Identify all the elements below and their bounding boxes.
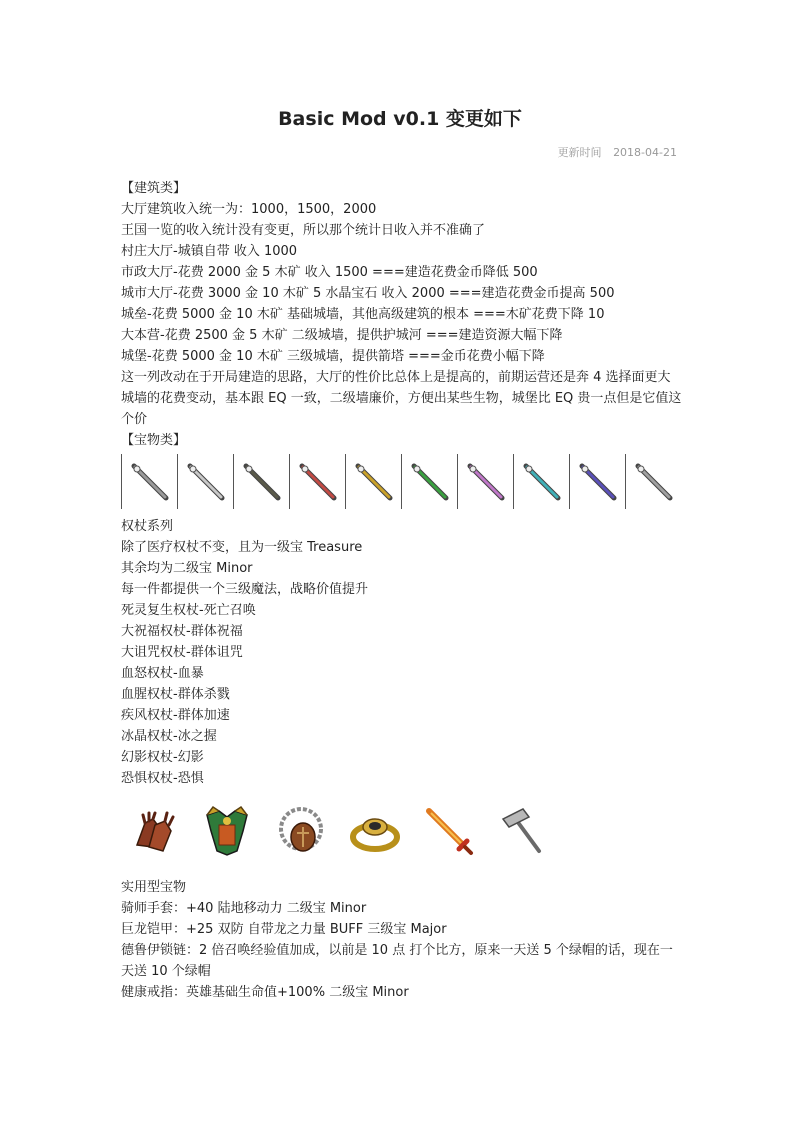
text-line: 这一列改动在于开局建造的思路，大厅的性价比总体上是提高的，前期运营还是奔 4 选择面更大 [121,370,671,385]
text-line: 城垒-花费 5000 金 10 木矿 基础城墙，其他高级建筑的根本 ===木矿花费下降 10 [121,307,605,322]
text-line: 巨龙铠甲：+25 双防 自带龙之力量 BUFF 三级宝 Major [121,922,447,937]
text-line: 血腥权杖-群体杀戮 [121,687,230,702]
update-time-value: 2018-04-21 [613,146,677,159]
text-line: 村庄大厅-城镇自带 收入 1000 [121,244,298,259]
text-line: 骑师手套：+40 陆地移动力 二级宝 Minor [121,901,367,916]
scepter-green-icon [401,454,457,509]
text-line: 其余均为二级宝 Minor [121,561,253,576]
text-line: 德鲁伊锁链：2 倍召唤经验值加成，以前是 10 点 打个比方，原来一天送 5 个绿帽的话，现在一天送 10 个绿帽 [121,943,673,979]
text-line: 大祝福权杖-群体祝福 [121,624,243,639]
text-line: 大诅咒权杖-群体诅咒 [121,645,243,660]
scepter-blue-icon [569,454,625,509]
update-meta [558,144,677,160]
scepter-cyan-icon [513,454,569,509]
text-line: 恐惧权杖-恐惧 [121,771,204,786]
text-line: 城市大厅-花费 3000 金 10 木矿 5 水晶宝石 收入 2000 ===建造花费金币提高 500 [121,286,615,301]
scepter-silver-icon [121,454,177,509]
section-heading-building: 【建筑类】 [121,181,187,196]
article-body [121,178,683,1003]
flame-sword-icon [419,801,479,861]
text-line: 大本营-花费 2500 金 5 木矿 二级城墙，提供护城河 ===建造资源大幅下降 [121,328,563,343]
text-line: 市政大厅-花费 2000 金 5 木矿 收入 1500 ===建造花费金币降低 500 [121,265,538,280]
page-title: Basic Mod v0.1 变更如下 [278,108,522,130]
text-line: 疾风权杖-群体加速 [121,708,230,723]
text-line: 权杖系列 [121,519,174,534]
scepter-red-icon [289,454,345,509]
scepter-gold-icon [345,454,401,509]
text-line: 城堡-花费 5000 金 10 木矿 三级城墙，提供箭塔 ===金币花费小幅下降 [121,349,545,364]
text-line: 每一件都提供一个三级魔法，战略价值提升 [121,582,369,597]
scepter-white-icon [177,454,233,509]
scepter-gray-icon [625,454,681,509]
text-line: 死灵复生权杖-死亡召唤 [121,603,256,618]
health-ring-icon [345,801,405,861]
text-line: 大厅建筑收入统一为：1000，1500，2000 [121,202,377,217]
druid-chain-icon [271,801,331,861]
scepter-dark-icon [233,454,289,509]
text-line: 除了医疗权杖不变，且为一级宝 Treasure [121,540,363,555]
update-time-label: 更新时间 [557,146,602,159]
section-heading-treasure: 【宝物类】 [121,433,187,448]
scepter-pink-icon [457,454,513,509]
dragon-armor-icon [197,801,257,861]
text-line: 健康戒指：英雄基础生命值+100% 二级宝 Minor [121,985,409,1000]
text-line: 实用型宝物 [121,880,187,895]
text-line: 王国一览的收入统计没有变更，所以那个统计日收入并不准确了 [121,223,486,238]
text-line: 血怒权杖-血暴 [121,666,204,681]
gauntlets-icon [123,801,183,861]
hammer-icon [493,801,553,861]
text-line: 城墙的花费变动，基本跟 EQ 一致，二级墙廉价，方便出某些生物，城堡比 EQ 贵一点但是它值这个价 [121,391,682,427]
text-line: 冰晶权杖-冰之握 [121,729,217,744]
artifact-image-strip [121,801,683,865]
scepter-image-strip [121,454,683,509]
text-line: 幻影权杖-幻影 [121,750,204,765]
